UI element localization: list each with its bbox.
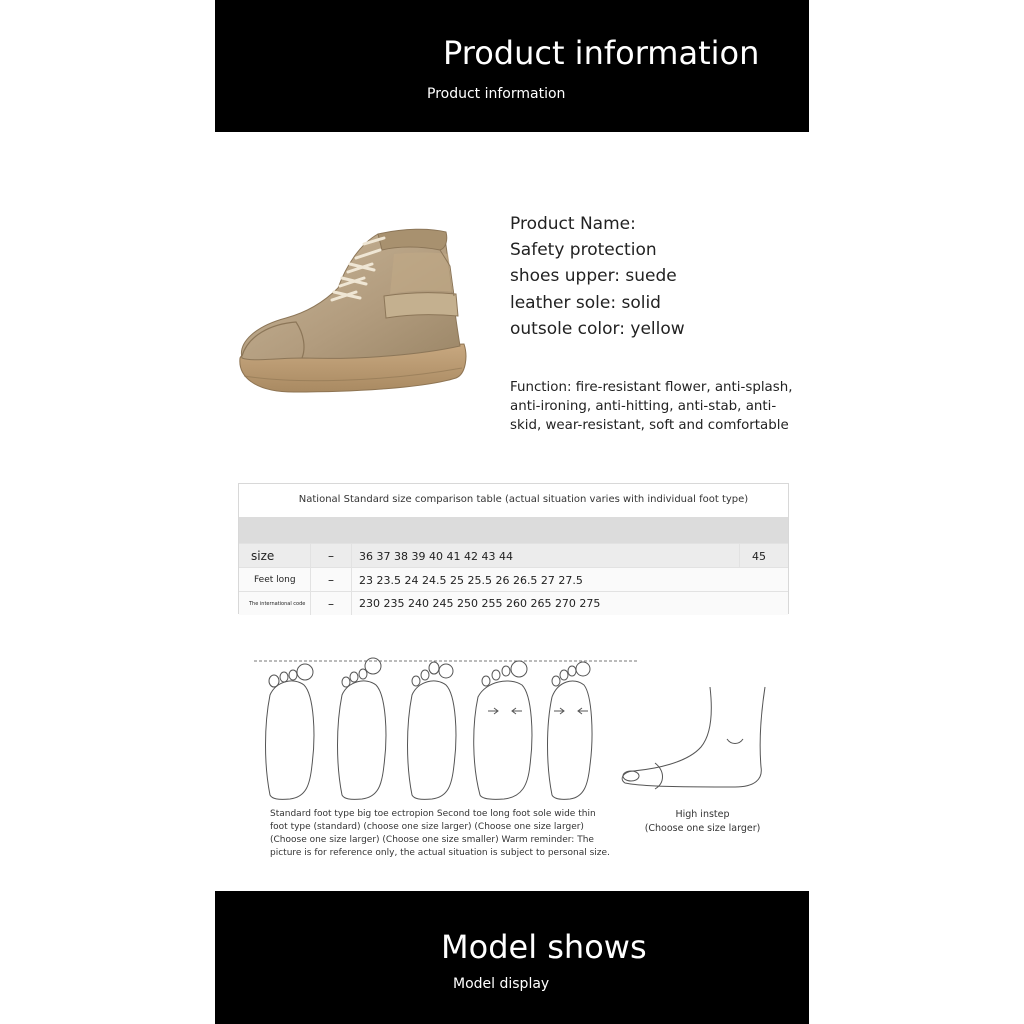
row-values: 23 23.5 24 24.5 25 25.5 26 26.5 27 27.5 — [359, 573, 583, 587]
header-band — [215, 0, 809, 132]
high-instep-illustration — [615, 683, 770, 798]
safety-boot-image — [234, 226, 470, 402]
table-row — [239, 591, 788, 615]
foot-outline-standard — [266, 664, 314, 799]
footer-band — [215, 891, 809, 1024]
foot-type-illustrations — [250, 655, 642, 805]
foot-outline-thin — [548, 662, 593, 799]
row-values: 36 37 38 39 40 41 42 43 44 — [359, 549, 513, 563]
table-row — [239, 567, 788, 592]
row-dash: – — [311, 592, 352, 615]
foot-outline-wide — [474, 661, 532, 799]
foot-outline-bunion — [338, 658, 386, 799]
product-specs — [510, 211, 685, 342]
row-label: size — [239, 544, 311, 568]
row-dash: – — [311, 568, 352, 592]
spec-line: outsole color: yellow — [510, 318, 685, 339]
section-title: Model shows — [441, 928, 647, 966]
instep-caption — [640, 808, 765, 836]
spec-line: leather sole: solid — [510, 292, 661, 313]
table-title: National Standard size comparison table (actual situation varies with individual foot type) — [298, 494, 749, 505]
row-last-value: 45 — [739, 544, 789, 568]
section-title: Product information — [443, 34, 760, 72]
spec-line: Product Name: — [510, 214, 636, 234]
spec-line: Safety protection — [510, 240, 657, 261]
instep-title: High instep — [675, 809, 730, 820]
foot-outline-second-toe — [408, 662, 456, 799]
section-subtitle: Product information — [427, 86, 566, 102]
row-label: The international code — [239, 592, 311, 615]
row-label: Feet long — [239, 568, 311, 592]
section-subtitle: Model display — [453, 976, 550, 992]
row-dash: – — [311, 544, 352, 568]
product-function: Function: fire-resistant flower, anti-splash, anti-ironing, anti-hitting, anti-stab, anti-skid, wear-resistant, soft and comfortable — [510, 380, 793, 434]
size-comparison-table — [238, 483, 789, 614]
spec-line: shoes upper: suede — [510, 266, 677, 287]
instep-note: (Choose one size larger) — [644, 823, 761, 834]
table-row — [239, 543, 788, 568]
table-header-band — [239, 517, 788, 543]
foot-type-caption: Standard foot type big toe ectropion Second toe long foot sole wide thin foot type (standard) (choose one size larger) (Choose one size larger) (Choose one size larger) (Choose one size smaller) Warm reminder: The picture is for reference only, the actual situation is subject to personal size. — [270, 809, 610, 858]
row-values: 230 235 240 245 250 255 260 265 270 275 — [359, 597, 601, 610]
